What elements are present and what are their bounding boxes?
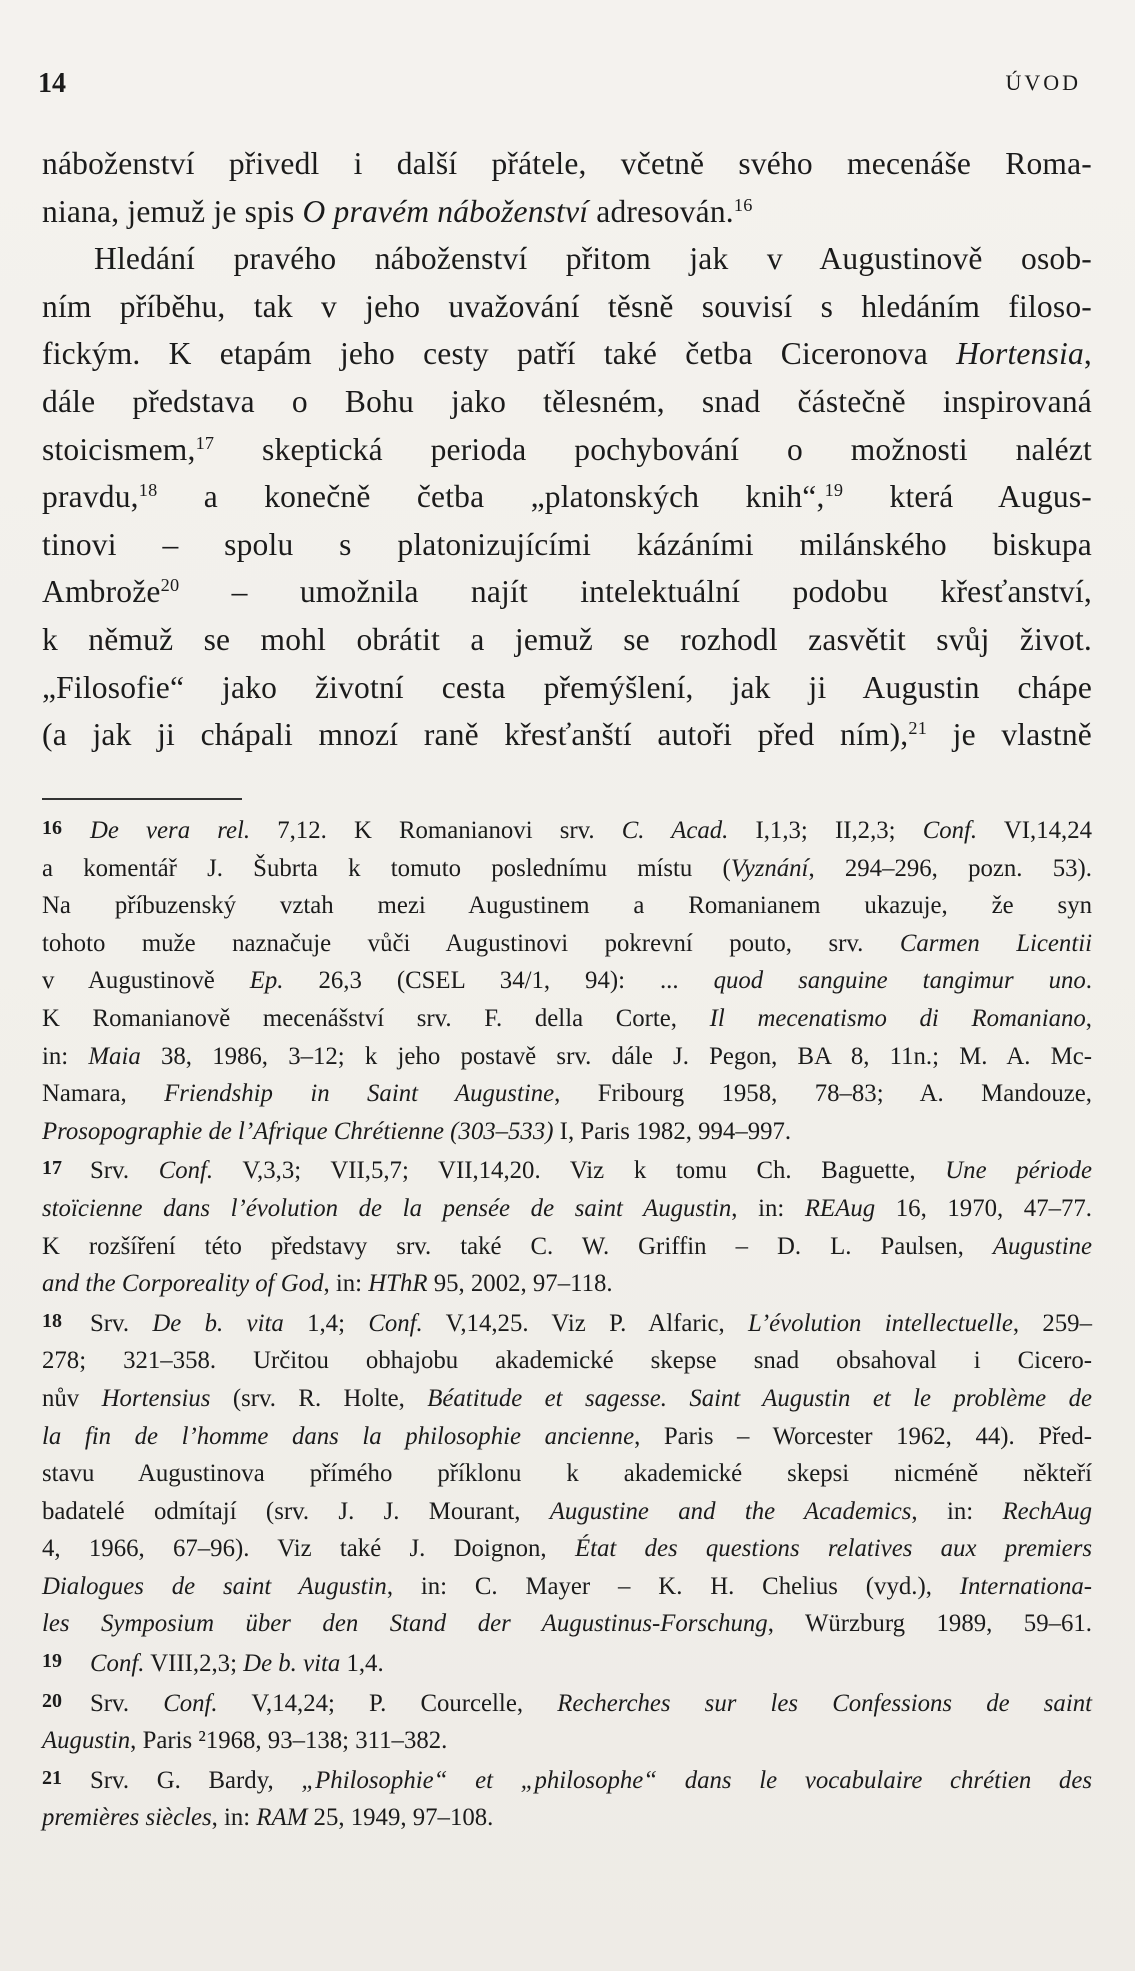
footnote-line: 18 Srv. De b. vita 1,4; Conf. V,14,25. Viz P. Alfaric, L’évolution intellectuelle, 259–	[42, 1305, 1092, 1343]
footnote-line: nův Hortensius (srv. R. Holte, Béatitude et sagesse. Saint Augustin et le problème de	[42, 1384, 1092, 1412]
footnote-line: and the Corporeality of God, in: HThR 95, 2002, 97–118.	[42, 1270, 613, 1298]
footnote-line: a komentář J. Šubrta k tomuto poslednímu místu (Vyznání, 294–296, pozn. 53).	[42, 854, 1092, 882]
main-text	[42, 140, 1092, 759]
footnote-ref: 21	[908, 718, 928, 739]
footnote-line: Dialogues de saint Augustin, in: C. Mayer – K. H. Chelius (vyd.), Internationa-	[42, 1572, 1092, 1600]
text-line: tinovi – spolu s platonizujícími kázáními milánského biskupa	[42, 526, 1092, 562]
text-line: fickým. K etapám jeho cesty patří také četba Ciceronova Hortensia,	[42, 336, 1092, 372]
footnote-line: les Symposium über den Stand der Augustinus-Forschung, Würzburg 1989, 59–61.	[42, 1610, 1092, 1638]
footnote-ref: 20	[160, 575, 180, 596]
text-line: k němuž se mohl obrátit a jemuž se rozhodl zasvětit svůj život.	[42, 621, 1092, 657]
footnote-ref: 16	[733, 194, 753, 215]
footnote-number: 20	[42, 1689, 62, 1712]
footnote-number: 19	[42, 1650, 62, 1673]
footnote-line: premières siècles, in: RAM 25, 1949, 97–108.	[42, 1804, 494, 1832]
text-line: Hledání pravého náboženství přitom jak v Augustinově osob-	[94, 241, 1092, 277]
text-line: Ambrože$^{20}$ – umožnila najít intelektuální podobu křesťanství,	[42, 574, 1092, 610]
footnote-number: 18	[42, 1309, 62, 1332]
footnote-line: stavu Augustinova přímého příklonu k akademické skepsi nicméně někteří	[42, 1460, 1092, 1488]
footnote-line: 4, 1966, 67–96). Viz také J. Doignon, État des questions relatives aux premiers	[42, 1535, 1092, 1563]
text-line: (a jak ji chápali mnozí raně křesťanští autoři před ním),$^{21}$ je vlastně	[42, 717, 1092, 753]
footnote-line: Prosopographie de l’Afrique Chrétienne (303–533) I, Paris 1982, 994–997.	[42, 1117, 792, 1145]
footnote-line: stoïcienne dans l’évolution de la pensée de saint Augustin, in: REAug 16, 1970, 47–77.	[42, 1194, 1092, 1222]
footnote-line: K rozšíření této představy srv. také C. W. Griffin – D. L. Paulsen, Augustine	[42, 1232, 1092, 1260]
footnote-line: Na příbuzenský vztah mezi Augustinem a Romanianem ukazuje, že syn	[42, 892, 1092, 920]
footnote-ref: 17	[195, 432, 215, 453]
footnote-line: K Romanianově mecenášství srv. F. della Corte, Il mecenatismo di Romaniano,	[42, 1004, 1092, 1032]
footnote-number: 17	[42, 1157, 62, 1180]
text-line: dále představa o Bohu jako tělesném, snad částečně inspirovaná	[42, 383, 1092, 419]
footnote-line: la fin de l’homme dans la philosophie ancienne, Paris – Worcester 1962, 44). Před-	[42, 1422, 1092, 1450]
footnote-line: 278; 321–358. Určitou obhajobu akademické skepse snad obsahoval i Cicero-	[42, 1347, 1092, 1375]
footnote-line: 20 Srv. Conf. V,14,24; P. Courcelle, Recherches sur les Confessions de saint	[42, 1685, 1092, 1723]
footnotes	[42, 812, 1092, 1837]
footnote-line: tohoto muže naznačuje vůči Augustinovi pokrevní pouto, srv. Carmen Licentii	[42, 929, 1093, 957]
footnote-line: in: Maia 38, 1986, 3–12; k jeho postavě srv. dále J. Pegon, BA 8, 11n.; M. A. Mc-	[42, 1042, 1092, 1070]
text-line: ním příběhu, tak v jeho uvažování těsně souvisí s hledáním filoso-	[42, 288, 1092, 324]
footnote-rule	[42, 798, 242, 800]
text-line: „Filosofie“ jako životní cesta přemýšlení, jak ji Augustin chápe	[42, 669, 1092, 705]
footnote-line: v Augustinově Ep. 26,3 (CSEL 34/1, 94): ... quod sanguine tangimur uno.	[42, 967, 1092, 995]
text-line: náboženství přivedl i další přátele, včetně svého mecenáše Roma-	[42, 146, 1092, 181]
footnote-line: badatelé odmítají (srv. J. J. Mourant, Augustine and the Academics, in: RechAug	[42, 1497, 1092, 1525]
footnote-number: 16	[42, 817, 62, 839]
footnote-ref: 18	[138, 480, 158, 501]
footnote-line: 16 De vera rel. 7,12. K Romanianovi srv. C. Acad. I,1,3; II,2,3; Conf. VI,14,24	[42, 812, 1092, 850]
text-line: stoicismem,$^{17}$ skeptická perioda pochybování o možnosti nalézt	[42, 431, 1092, 467]
footnote-line: 19 Conf. VIII,2,3; De b. vita 1,4.	[42, 1645, 1092, 1683]
running-head: ÚVOD	[1005, 70, 1081, 95]
footnote-line: Augustin, Paris ²1968, 93–138; 311–382.	[42, 1727, 448, 1755]
footnote-line: Namara, Friendship in Saint Augustine, Fribourg 1958, 78–83; A. Mandouze,	[42, 1080, 1092, 1108]
page-number: 14	[38, 68, 66, 99]
footnote-line: 21 Srv. G. Bardy, „Philosophie“ et „philosophe“ dans le vocabulaire chrétien des	[42, 1762, 1092, 1800]
text-line: pravdu,$^{18}$ a konečně četba „platonských knih“,$^{19}$ která Augus-	[42, 479, 1092, 515]
footnote-line: 17 Srv. Conf. V,3,3; VII,5,7; VII,14,20. Viz k tomu Ch. Baguette, Une période	[42, 1152, 1092, 1190]
footnote-ref: 19	[824, 480, 844, 501]
footnote-number: 21	[42, 1766, 62, 1789]
text-line: niana, jemuž je spis O pravém náboženství adresován.$^{16}$	[42, 193, 753, 229]
